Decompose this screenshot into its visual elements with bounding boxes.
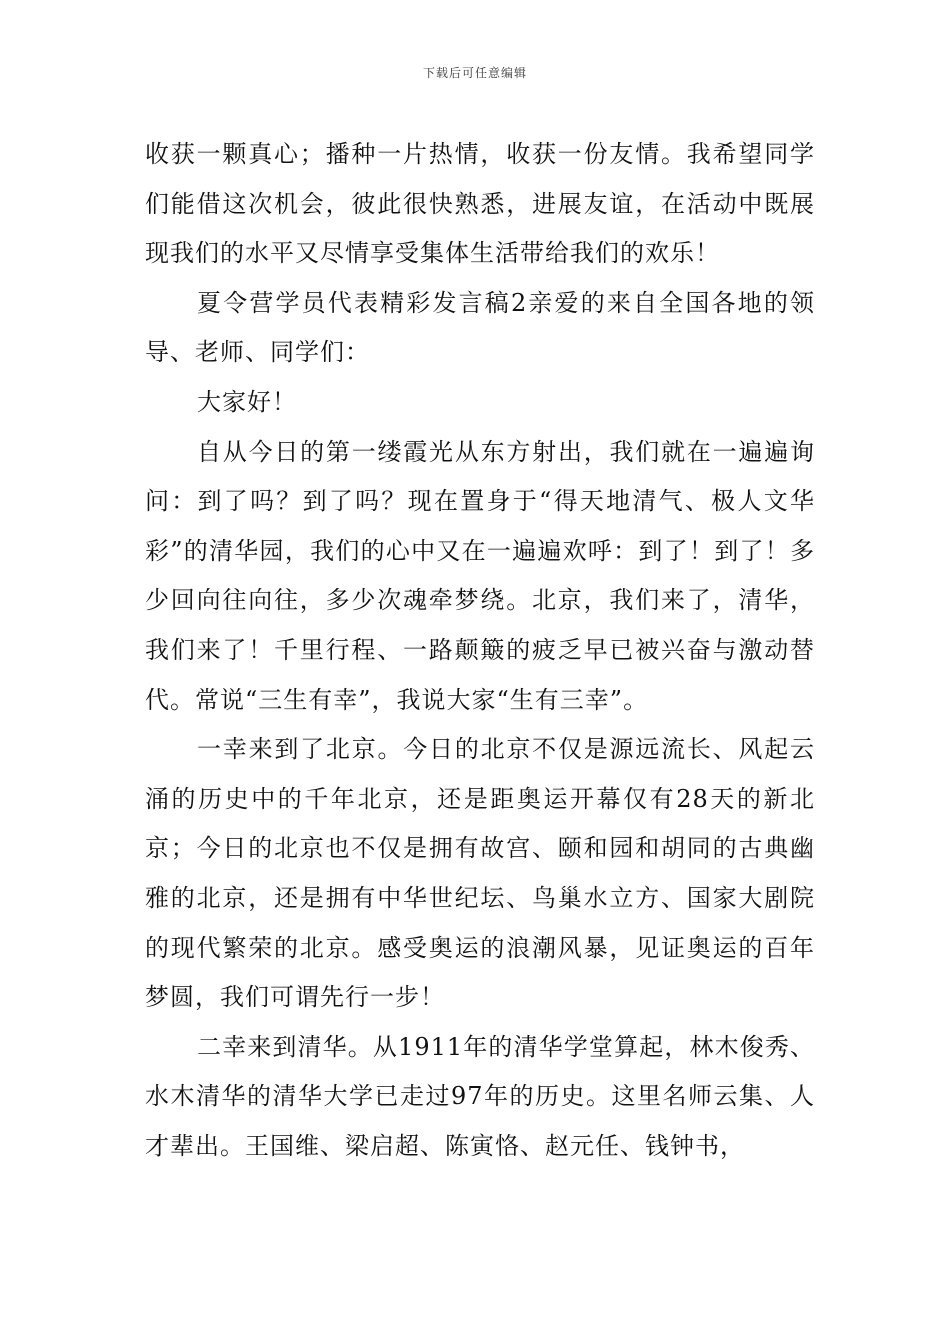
paragraph: 二幸来到清华。从1911年的清华学堂算起，林木俊秀、水木清华的清华大学已走过97年的历史。这里名师云集、人才辈出。王国维、梁启超、陈寅恪、赵元任、钱钟书， bbox=[145, 1032, 815, 1160]
paragraph: 一幸来到了北京。今日的北京不仅是源远流长、风起云涌的历史中的千年北京，还是距奥运开幕仅有28天的新北京；今日的北京也不仅是拥有故宫、颐和园和胡同的古典幽雅的北京，还是拥有中华世纪坛、鸟巢水立方、国家大剧院的现代繁荣的北京。感受奥运的浪潮风暴，见证奥运的百年梦圆，我们可谓先行一步！ bbox=[145, 735, 815, 1012]
paragraph: 收获一颗真心；播种一片热情，收获一份友情。我希望同学们能借这次机会，彼此很快熟悉，进展友谊，在活动中既展现我们的水平又尽情享受集体生活带给我们的欢乐！ bbox=[145, 140, 815, 268]
paragraph: 夏令营学员代表精彩发言稿2亲爱的来自全国各地的领导、老师、同学们： bbox=[145, 288, 815, 367]
document-body bbox=[145, 130, 815, 1171]
page-header: 下载后可任意编辑 bbox=[422, 66, 527, 80]
paragraph: 自从今日的第一缕霞光从东方射出，我们就在一遍遍询问：到了吗？到了吗？现在置身于“得天地清气、极人文华彩”的清华园，我们的心中又在一遍遍欢呼：到了！到了！多少回向往向往，多少次魂牵梦绕。北京，我们来了，清华，我们来了！千里行程、一路颠簸的疲乏早已被兴奋与激动替代。常说“三生有幸”，我说大家“生有三幸”。 bbox=[145, 437, 815, 714]
paragraph: 大家好！ bbox=[197, 387, 297, 416]
